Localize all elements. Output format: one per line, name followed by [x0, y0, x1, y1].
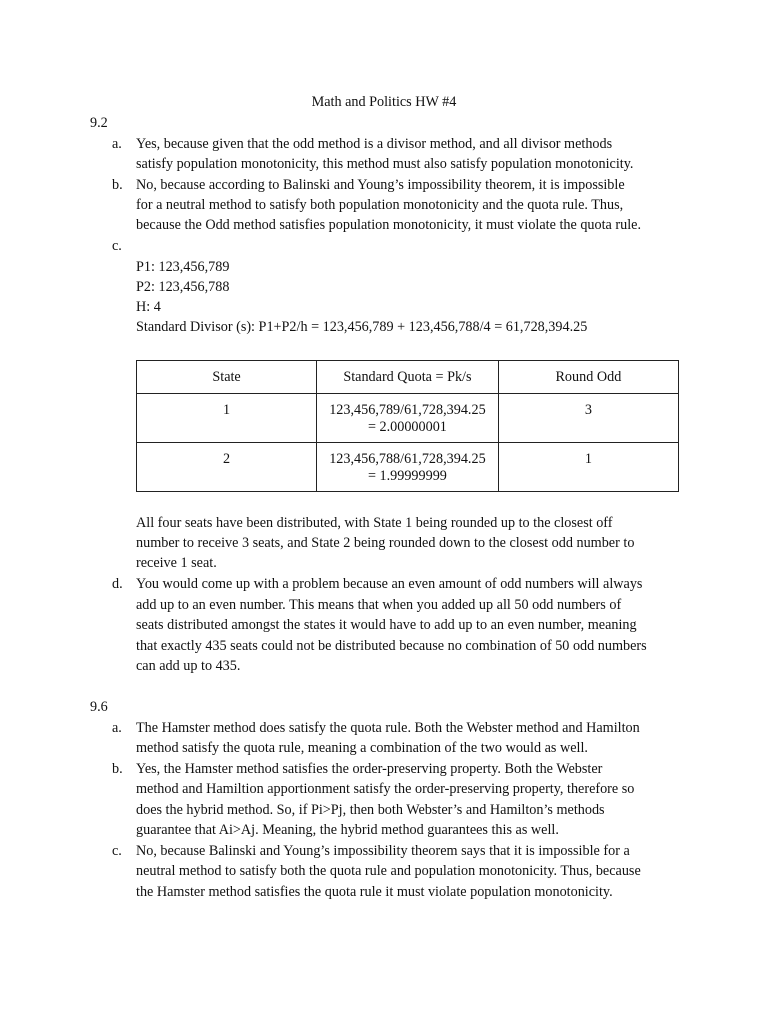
answer-line: that exactly 435 seats could not be distributed because no combination of 50 odd numbers — [136, 638, 647, 654]
state-cell: 2 — [137, 443, 317, 492]
answer-line: add up to an even number. This means that when you added up all 50 odd numbers of — [136, 597, 622, 613]
document-title: Math and Politics HW #4 — [311, 94, 457, 110]
item-label: d. — [112, 576, 123, 592]
conclusion-line: All four seats have been distributed, with State 1 being rounded up to the closest off — [136, 515, 613, 531]
answer-line: satisfy population monotonicity, this method must also satisfy population monotonicity. — [136, 156, 634, 172]
given-line: P1: 123,456,789 — [136, 259, 230, 275]
round-odd-cell: 1 — [498, 443, 678, 492]
answer-line: Yes, because given that the odd method is a divisor method, and all divisor methods — [136, 136, 613, 152]
quota-result: = 1.99999999 — [367, 468, 447, 484]
quota-cell — [317, 443, 499, 492]
answer-line: seats distributed amongst the states it would have to add up to an even number, meaning — [136, 617, 637, 633]
section-number: 9.2 — [90, 115, 108, 131]
table-header-row — [137, 361, 679, 394]
item-label: b. — [112, 177, 123, 193]
given-line: P2: 123,456,788 — [136, 279, 230, 295]
item-label: c. — [112, 843, 122, 859]
answer-line: the Hamster method satisfies the quota rule it must violate population monotonicity. — [136, 884, 613, 900]
item-label: a. — [112, 136, 122, 152]
round-odd-cell: 3 — [498, 394, 678, 443]
answer-line: No, because according to Balinski and Young’s impossibility theorem, it is impossible — [136, 177, 625, 193]
answer-line: You would come up with a problem because an even amount of odd numbers will always — [136, 576, 643, 592]
answer-line: can add up to 435. — [136, 658, 241, 674]
column-header-standard-quota: Standard Quota = Pk/s — [317, 361, 499, 394]
apportionment-table — [136, 360, 679, 492]
table-row — [137, 394, 679, 443]
column-header-round-odd: Round Odd — [498, 361, 678, 394]
state-cell: 1 — [137, 394, 317, 443]
given-line: H: 4 — [136, 299, 161, 315]
answer-line: The Hamster method does satisfy the quota rule. Both the Webster method and Hamilton — [136, 720, 640, 736]
quota-result: = 2.00000001 — [367, 419, 447, 435]
item-label: a. — [112, 720, 122, 736]
table-row — [137, 443, 679, 492]
section-number: 9.6 — [90, 699, 108, 715]
column-header-state: State — [137, 361, 317, 394]
answer-line: Yes, the Hamster method satisfies the order-preserving property. Both the Webster — [136, 761, 603, 777]
answer-line: guarantee that Ai>Aj. Meaning, the hybrid method guarantees this as well. — [136, 822, 559, 838]
answer-line: because the Odd method satisfies population monotonicity, it must violate the quota rule. — [136, 217, 641, 233]
answer-line: does the hybrid method. So, if Pi>Pj, then both Webster’s and Hamilton’s methods — [136, 802, 605, 818]
quota-expression: 123,456,789/61,728,394.25 — [329, 402, 486, 418]
answer-line: method satisfy the quota rule, meaning a combination of the two would as well. — [136, 740, 588, 756]
conclusion-line: number to receive 3 seats, and State 2 being rounded down to the closest odd number to — [136, 535, 635, 551]
conclusion-line: receive 1 seat. — [136, 555, 217, 571]
answer-line: for a neutral method to satisfy both population monotonicity and the quota rule. Thus, — [136, 197, 624, 213]
answer-line: method and Hamiltion apportionment satisfy the order-preserving property, therefore so — [136, 781, 635, 797]
item-label: c. — [112, 238, 122, 254]
answer-line: neutral method to satisfy both the quota rule and population monotonicity. Thus, because — [136, 863, 641, 879]
answer-line: No, because Balinski and Young’s impossibility theorem says that it is impossible for a — [136, 843, 630, 859]
quota-expression: 123,456,788/61,728,394.25 — [329, 451, 486, 467]
quota-cell — [317, 394, 499, 443]
item-label: b. — [112, 761, 123, 777]
standard-divisor-line: Standard Divisor (s): P1+P2/h = 123,456,789 + 123,456,788/4 = 61,728,394.25 — [136, 319, 588, 335]
